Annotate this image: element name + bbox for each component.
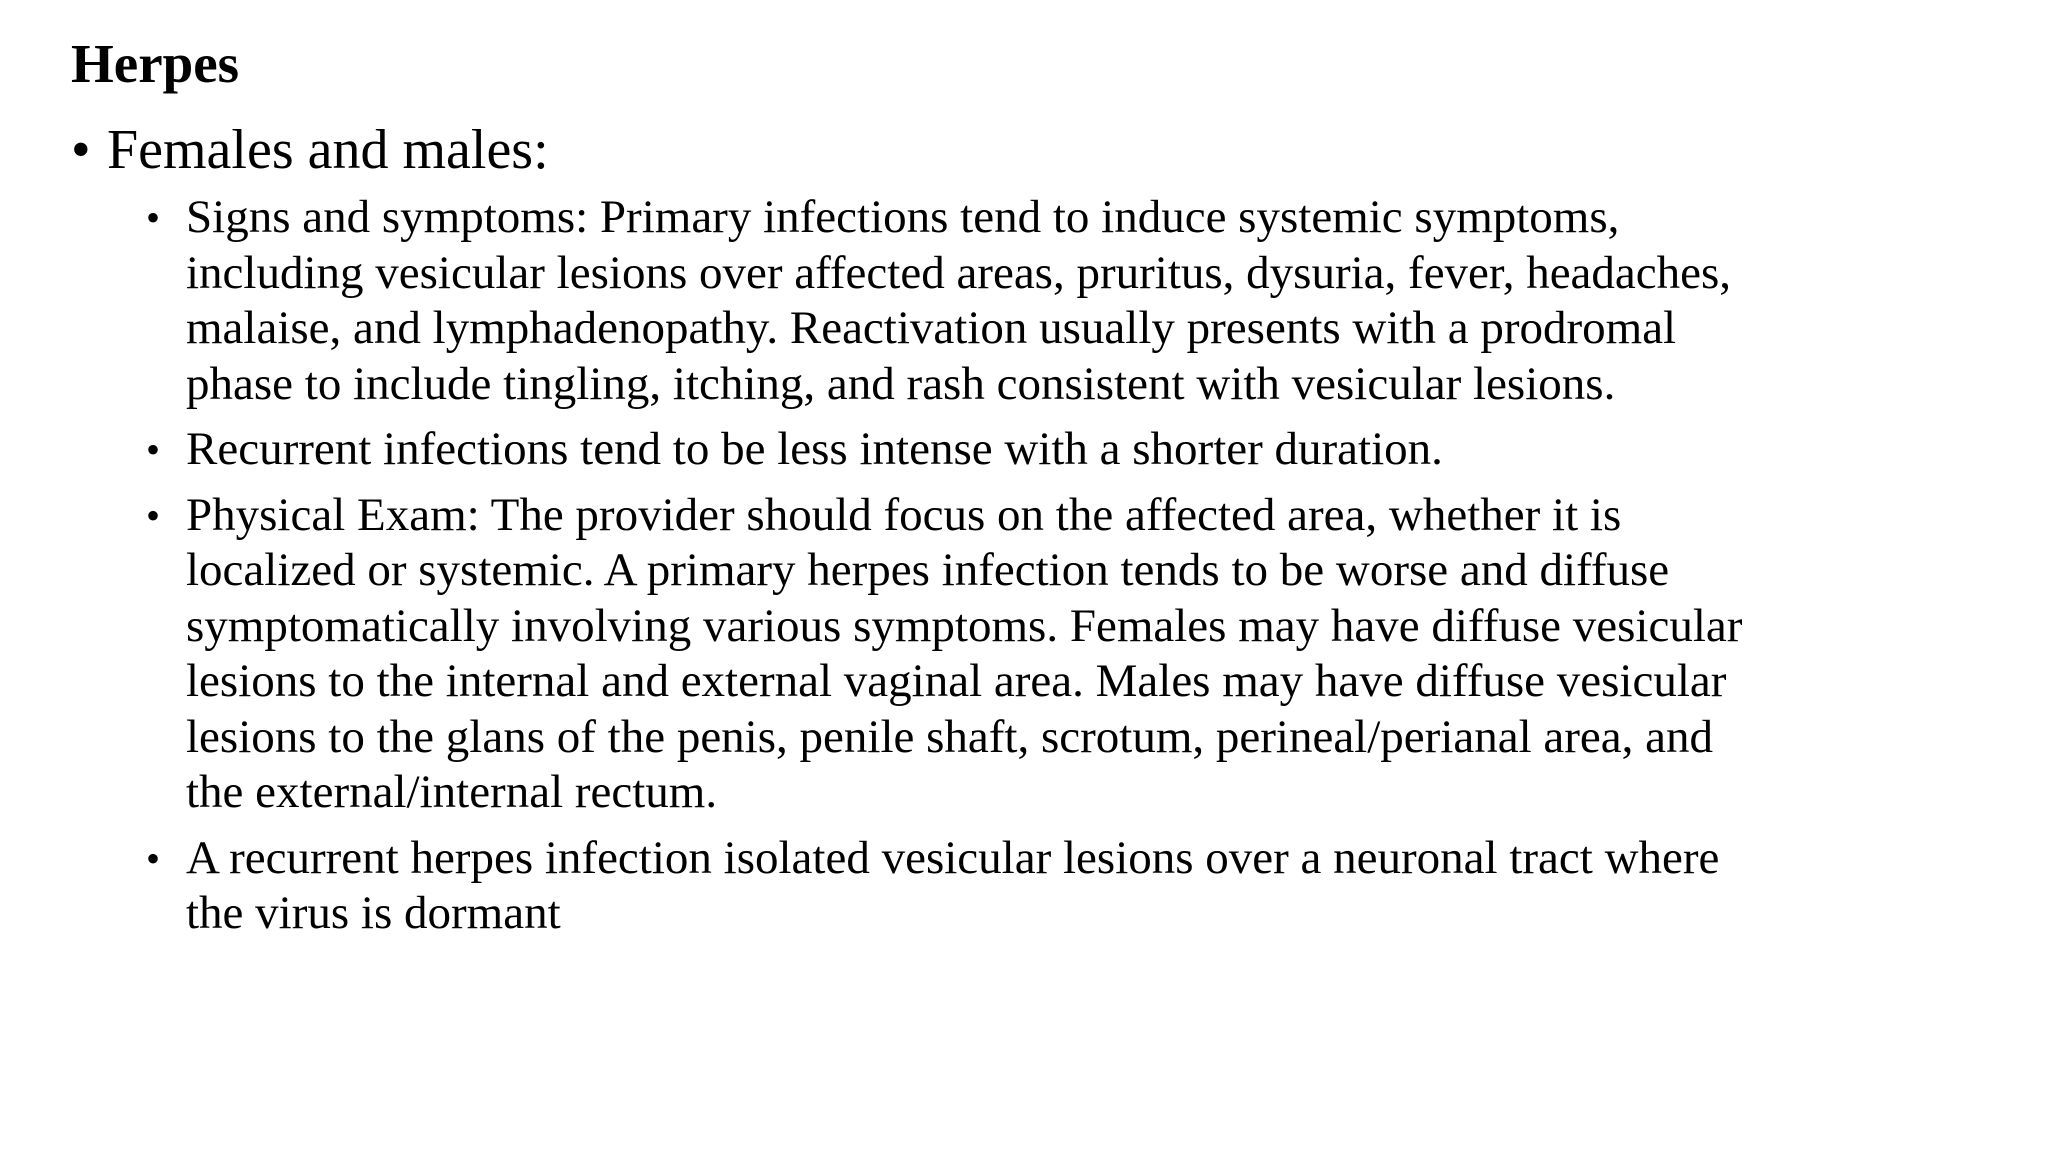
- list-item-signs-symptoms: [146, 190, 1946, 412]
- list-item-line: lesions to the glans of the penis, penile shaft, scrotum, perineal/perianal area, and: [186, 710, 1713, 763]
- list-item-line: including vesicular lesions over affected areas, pruritus, dysuria, fever, headaches,: [186, 246, 1732, 299]
- list-item-line: A recurrent herpes infection isolated vesicular lesions over a neuronal tract where: [186, 831, 1720, 884]
- slide-title: Herpes: [71, 33, 240, 94]
- bullet-icon: •: [146, 427, 161, 472]
- bullet-icon: •: [146, 492, 161, 538]
- list-item-line: Recurrent infections tend to be less intense with a shorter duration.: [186, 423, 1443, 475]
- list-item-line: malaise, and lymphadenopathy. Reactivation usually presents with a prodromal: [186, 302, 1677, 354]
- list-item-line: Physical Exam: The provider should focus on the affected area, whether it is: [186, 488, 1622, 541]
- section-heading: Females and males:: [107, 119, 549, 181]
- sub-bullet-list: [146, 190, 1946, 952]
- bullet-icon: •: [146, 195, 161, 240]
- list-item-line: localized or systemic. A primary herpes infection tends to be worse and diffuse: [186, 544, 1670, 596]
- list-item-physical-exam: [146, 488, 1946, 821]
- list-item-line: phase to include tingling, itching, and rash consistent with vesicular lesions.: [186, 357, 1616, 410]
- list-item-line: lesions to the internal and external vaginal area. Males may have diffuse vesicular: [186, 655, 1727, 707]
- list-item-line: Signs and symptoms: Primary infections tend to induce systemic symptoms,: [186, 191, 1620, 243]
- list-item-recurrent-isolated: [146, 831, 1946, 942]
- list-item-line: the virus is dormant: [186, 887, 561, 939]
- list-item-recurrent: [146, 422, 1946, 478]
- list-item-line: the external/internal rectum.: [186, 766, 718, 818]
- list-item-line: symptomatically involving various symptoms. Females may have diffuse vesicular: [186, 599, 1743, 652]
- bullet-icon: •: [146, 835, 161, 881]
- bullet-icon: •: [71, 119, 91, 181]
- section-heading-item: [71, 112, 549, 188]
